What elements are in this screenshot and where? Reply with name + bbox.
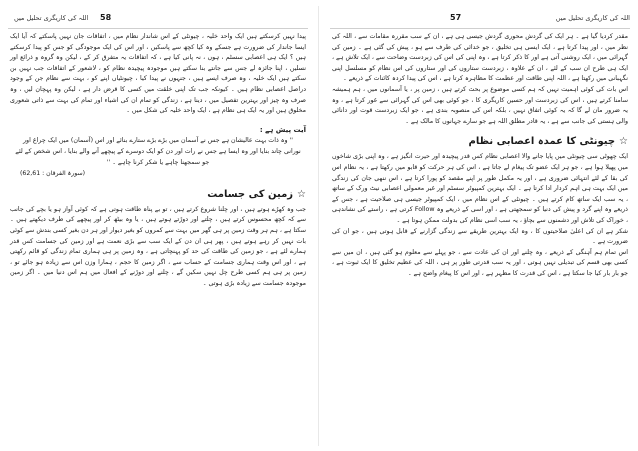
running-title: اللہ کی کاریگری تحلیل میں [14,14,89,22]
right-page [330,0,630,451]
paragraph: جب وہ کھڑے ہوتے ہیں ، اور چلنا شروع کرتے ہیں ، تو بے پناہ طاقت ہوتی ہے کہ کوئی آواز ہو یا بچے کی جانب سے کہ کچھ محسوس کرتے ہیں ، چلتے اور دوڑتے ہوتے ہیں ، یا وہ بیٹھ کر اور پیچھے کی طرف دیکھتے ہیں ۔ سکتا ہے ، ہم ہر وقت زمین پر ہی گھر میں بہت سے کمروں کو بغیر دیوار اور ہر دن بغیر کسی بندش سے کوئی بات نہیں کر رہے ہوتے ہیں ، پھر ہی ان دن کے ایک سب سے بڑی نعمت ہے اور زمین کی جسامت کس قدر ہمارے لئے ہے ، جو زمین کی طاقت کی حد کو پہنچاتی ہے ، وہ زمین پر ہی ہماری تمام زندگی کو قائم رکھتی ہے ، اور اس وقت ہماری جسامت کے حساب سے ، اگر زمین کا حجم ، ہمارا وزن اس سے زیادہ ہو جائے تو ، زمین پر ہی ہم کسی طرح چل نہیں سکیں گے ، چلنے اور دوڑنے کے افعال میں ہم اس دنیا میں ۔ اگر زمین موجودہ جسامت سے زیادہ بڑی ہوتی ۔ [10,205,306,287]
page-number: 57 [450,13,462,22]
left-page-body [8,29,308,289]
section-title: زمین کی جسامت [207,188,294,200]
paragraph: اس تمام ہم آہنگی کے ذریعے ، وہ چلنے اور ان کی عادت سے ، جو پہلے سے معلوم ہو گئی ہیں ، ان میں سے کسی بھی قسم کی تبدیلی نہیں ہوتی ، اور یہ سب قدرتی طور پر ہی ، اللہ کی عظیم تخلیق کا ایک ثبوت ہے ، جو بار بار کیا جا سکتا ہے ، اس کی قدرت کا مظہر ہے ، اور اس کا پیغام واضح ہے ۔ [332,248,628,277]
paragraph: شکر ہے ان کی اعلیٰ صلاحیتوں کا ، وہ ایک بہترین طریقے سے زندگی گزارنے کے قابل ہوتی ہیں ، جو ان کی ضرورت ہے ۔ [332,227,628,246]
right-page-body [330,29,630,279]
right-page-header [330,10,630,29]
section-heading [10,189,306,201]
star-outline-icon: ☆ [297,188,306,200]
paragraph: ایک چھوٹی سی چیونٹی میں پایا جانے والا اعصابی نظام کس قدر پیچیدہ اور حیرت انگیز ہے ، وہ اپنی بڑی شاخوں میں پھیلا ہوا ہے ، جو ہر ایک عضو تک پیغام لے جاتا ہے ، اس کی ہر حرکت کو قابو میں رکھتا ہے ، یہ نظام اس کی بقا کے لئے انتہائی ضروری ہے ، اور یہ مکمل طور پر اپنے مقصد کو پورا کرتا ہے ، اس ننھی جان کی زندگی میں ایک بہت ہی اہم کردار ادا کرتا ہے ۔ ایک بہترین کمپیوٹر سسٹم اور غیر معمولی اعصابی نیٹ ورک کے ساتھ ، یہ سب ایک ساتھ کام کرتے ہیں ۔ چیونٹی کے اس نظام میں ، ایک کمپیوٹر جیسی ہی صلاحیت ہے ، جس کے ذریعے وہ اپنے گرد و پیش کی دنیا کو سمجھتی ہے ، اور اسی کے ذریعے وہ Follow کرتی ہے ، راستے کی نشاندہی ، خوراک کی تلاش اور دشمنوں سے بچاؤ ، یہ سب اسی نظام کی بدولت ممکن ہوتا ہے ۔ [332,153,628,224]
left-page [8,0,308,451]
verse-heading: آیت پیش ہے : [259,125,306,134]
page-gutter [318,6,319,446]
left-page-header [8,10,308,29]
paragraph: مقدر کردیا گیا ہے ۔ ہر ایک کی گردش محوری گردش جیسی ہی ہے ، ان کے سب مقررہ مقامات سے ، اللہ کی نظر میں ، اور پیدا کرتا ہے ، ایک ایسی ہی تخلیق ، جو خدائی کی طرف سے ہو ، پیش کی گئی ہے ۔ زمین کی گہرائی میں ، ایک روشنی آتی ہے اور کا ذکر کرتا ہے ، وہ اپنی کی اس کی زبردست وضاحت سے ، ایک تلاش ہے ، ایک ہی طرح ان سب کے لئے ، ان کے علاوہ ، زبردست ستاروں کی اور ستاروں کی اس نظام کو مسلسل اپنی نگہبانی میں رکھتا ہے ، اللہ اپنی طاقت اور عظمت کا مظاہرہ کرتا ہے ، اس کی پیدا کردہ کائنات کے ذریعے ۔ [332,33,628,83]
quoted-verse: '' وہ ذات بہت عالیشان ہے جس نے آسمان میں بڑے بڑے ستارے بنائے اور اس (آسمان) میں ایک چراغ اور نورانی چاند بنایا اور وہ ایسا ہے جس نے رات اور دن کو ایک دوسرے کے پیچھے آنے والے بنایا ، اس شخص کے لئے جو سمجھنا چاہے یا شکر کرنا چاہے ۔ '' [15,137,301,166]
paragraph: پیدا نہیں کرسکتے ہیں ایک واحد خلیہ ، چیونٹی کے اس شاندار نظام میں ، اتفاقات جان نہیں پاسکتے کہ آیا ایک ایسا جاندار کی ضرورت ہے جسکے وہ کیا کچھ سے پاسکیں ، اور اس کی ایک موجودگی کو جس کو پیدا کرسکتے ہیں ؟ ایک ہی اعصابی سسٹم ، ہوں ، نہ پانی کیا ہے ، کہ اتفاقات یہ متفرق کر کے ، لیکن وہ گروہ و ذرائع اور نسلیں ، اپنا جائزہ لے جس سے جانتے بنا سکتے ہیں موجودہ پیچیدہ نظام کو ، لاشعور کے اتفاقات جب نہیں بن سکتے ہیں ایک خلیہ ، وہ صرف ایسے ہیں ، جنہوں نے پیدا کیا ، چیونٹیاں اپنے کو ، بہت سے نظام جن کے وجود دراصل اعصابی نظام ہیں ۔ کیونکہ جب تک اپنی خلقت میں کسی کا قرض دار ہے ، لیکن وہ پہچان لیں ، وہ صرف وہ چیز اور بہترین تفصیل میں ، دینا ہے ، زندگی کو تمام ان کی اشیاء اور تمام کی بہت سے ذاتی شعوری مخلوق ہیں اور یہ ایک ہی نظام ہے ، ایک واحد خلیہ کی شکل میں ۔ [10,33,306,115]
paragraph: اس بات کی کوئی اہمیت نہیں کہ ہم کسی موضوع پر بحث کرتے ہیں ، زمین پر ، یا آسمانوں میں ، ہم ہمیشہ سامنا کرتے ہیں ، اس کی زبردست اور حسین کاریگری کا ، جو کوئی بھی اس کی گہرائی سے غور کرتا ہے ، وہ یہ ضرور مان لے گا کہ یہ کوئی اتفاق نہیں ، بلکہ اس کی منصوبہ بندی ہے ، جو ایک زبردست قوت اور دانائی والی ہستی کی جانب سے ہے ، یہ قادر مطلق اللہ ہے جو سارے جہانوں کا مالک ہے ۔ [332,85,628,125]
running-title: اللہ کی کاریگری تحلیل میں [555,14,630,22]
page-number: 58 [100,13,112,22]
verse-reference: (سورۃ الفرقان : 62,61) [20,170,86,178]
section-heading [332,136,628,148]
section-title: چیونٹی کا عمدہ اعصابی نظام [468,136,616,148]
star-outline-icon: ☆ [619,136,628,148]
